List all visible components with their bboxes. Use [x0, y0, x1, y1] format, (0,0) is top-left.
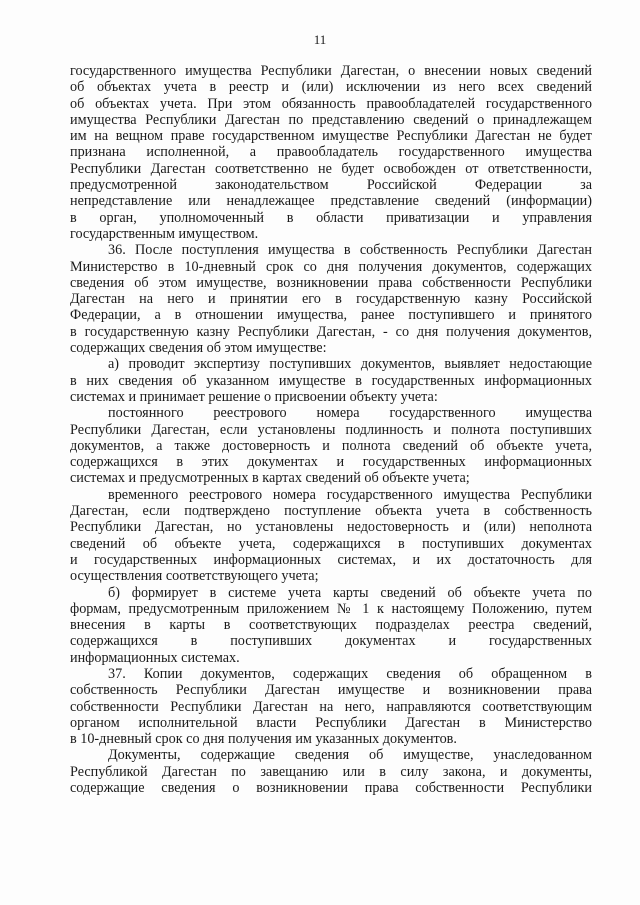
text-line: и государственных информационных системах, и их достаточность для: [70, 551, 592, 568]
text-line: Дагестан на него и принятии его в государственную казну Российской: [70, 291, 592, 308]
page-number: 11: [313, 32, 327, 47]
text-line: в 10-дневный срок со дня получения им указанных документов.: [70, 731, 457, 748]
text-line: содержащихся в этих документах и государственных информационных: [70, 454, 592, 471]
text-line: в них сведения об указанном имуществе в государственных информационных: [70, 372, 592, 389]
text-line: имущества Республики Дагестан по представлению сведений о принадлежащем: [70, 111, 592, 128]
text-line: формам, предусмотренным приложением № 1 к настоящему Положению, путем: [70, 600, 592, 617]
text-line: сведений об объекте учета, содержащихся в поступивших документах: [70, 535, 592, 552]
text-line: непредставление или ненадлежащее представление сведений (информации): [70, 193, 592, 210]
text-line: Дагестан, если подтверждено поступление объекта учета в собственность: [70, 503, 592, 520]
text-line: Республики Дагестан соответственно не будет освобожден от ответственности,: [70, 160, 592, 177]
text-line: Республикой Дагестан по завещанию или в силу закона, и документы,: [70, 763, 592, 780]
text-line: внесения в карты в соответствующих подразделах реестра сведений,: [70, 617, 592, 634]
permanent-number-start: постоянного реестрового номера государственного имущества: [108, 405, 592, 422]
temporary-number-start: временного реестрового номера государственного имущества Республики: [108, 486, 592, 503]
text-line: в орган, уполномоченный в области приватизации и управления: [70, 209, 592, 226]
text-line: собственности Республики Дагестан на него, направляются соответствующим: [70, 698, 592, 715]
text-line: содержащие сведения о возникновении права собственности Республики: [70, 780, 592, 797]
text-line: информационных системах.: [70, 649, 240, 666]
subitem-b-start: б) формирует в системе учета карты сведений об объекте учета по: [108, 584, 592, 601]
paragraph-inherited-start: Документы, содержащие сведения об имуществе, унаследованном: [108, 747, 592, 764]
text-line: государственным имуществом.: [70, 225, 259, 242]
paragraph-37-start: 37. Копии документов, содержащих сведения об обращенном в: [108, 665, 592, 682]
text-line: об объектах учета. При этом обязанность правообладателей государственного: [70, 95, 592, 112]
text-line: органом исполнительной власти Республики Дагестан в Министерство: [70, 714, 592, 731]
paragraph-36-start: 36. После поступления имущества в собственность Республики Дагестан: [108, 242, 592, 259]
text-line: осуществления соответствующего учета;: [70, 568, 319, 585]
text-line: сведения об этом имуществе, возникновении права собственности Республики: [70, 274, 592, 291]
text-line: Федерации, а в отношении имущества, ранее поступившего и принятого: [70, 307, 592, 324]
text-line: содержащихся в поступивших документах и государственных: [70, 633, 592, 650]
document-body: [70, 63, 592, 796]
text-line: содержащих сведения об этом имуществе:: [70, 340, 327, 357]
text-line: Министерство в 10-дневный срок со дня получения документов, содержащих: [70, 258, 592, 275]
text-line: Республики Дагестан, если установлены подлинность и полнота поступивших: [70, 421, 592, 438]
text-line: предусмотренной законодательством Российской Федерации за: [70, 177, 592, 194]
text-line: системах и принимает решение о присвоении объекту учета:: [70, 388, 438, 405]
text-line: в государственную казну Республики Дагестан, - со дня получения документов,: [70, 323, 592, 340]
text-line: им на вещном праве государственном имуществе Республики Дагестан не будет: [70, 128, 592, 145]
text-line: собственность Республики Дагестан имуществе и возникновении права: [70, 682, 592, 699]
text-line: системах и предусмотренных в картах сведений об объекте учета;: [70, 470, 470, 487]
subitem-a-start: а) проводит экспертизу поступивших документов, выявляет недостающие: [108, 356, 592, 373]
text-line: об объектах учета в реестр и (или) исключении из него всех сведений: [70, 79, 592, 96]
text-line: признана исполненной, а правообладатель государственного имущества: [70, 144, 592, 161]
text-line: Республики Дагестан, но установлены недостоверность и (или) неполнота: [70, 519, 592, 536]
text-line: документов, а также достоверность и полнота сведений об объекте учета,: [70, 437, 592, 454]
text-line: государственного имущества Республики Дагестан, о внесении новых сведений: [70, 63, 592, 79]
